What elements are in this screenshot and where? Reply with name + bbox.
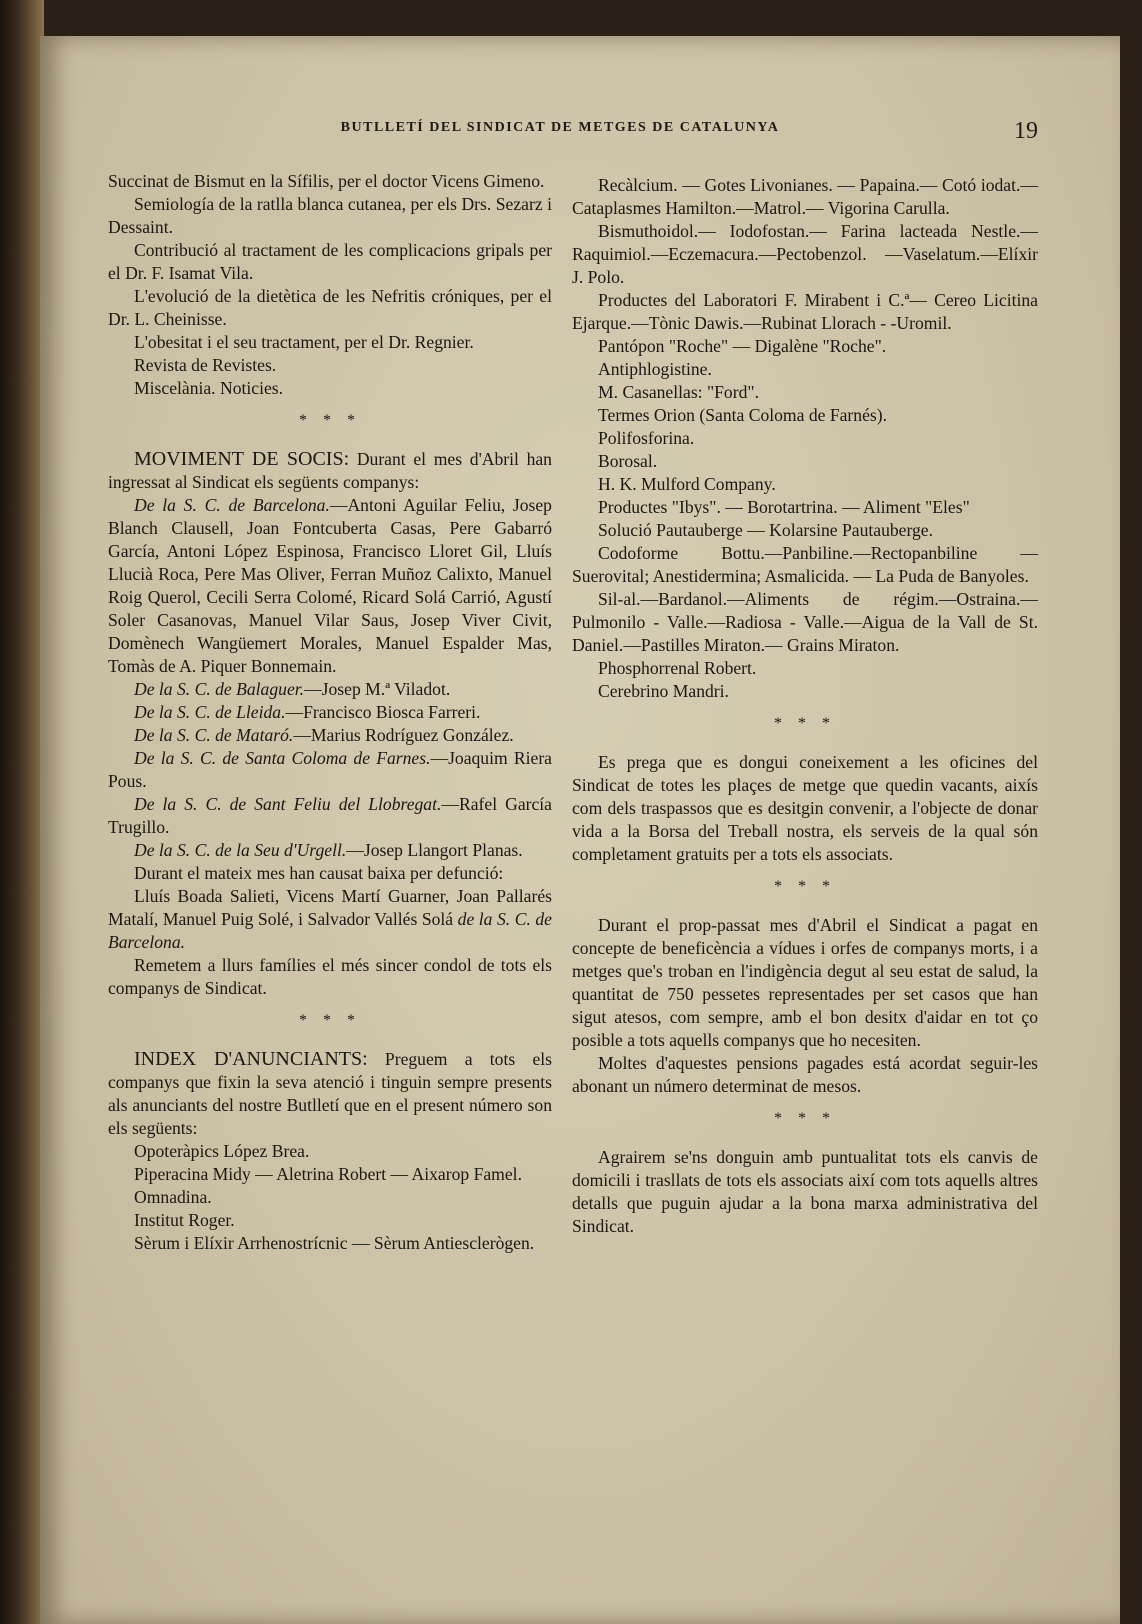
contents-item: Succinat de Bismut en la Sífilis, per el doctor Vicens Gimeno. (108, 171, 545, 191)
borsa-paragraph: Es prega que es dongui coneixement a les oficines del Sindicat de totes les plaçes de metge que quedin vacants, aixís com dels traspassos que es desitgin convenir, a l'objecte de donar vida a la Borsa del Treball nostra, els serveis de la qual són completament gratuits per a tots els associats. (572, 752, 1038, 864)
section-place: De la S. C. de Mataró. (134, 725, 294, 745)
contents-item: L'evolució de la dietètica de les Nefritis cróniques, per el Dr. L. Cheinisse. (108, 286, 552, 329)
advertiser-item: Productes "Ibys". — Borotartrina. — Aliment "Eles" (598, 497, 970, 517)
section-place: De la S. C. de Barcelona. (134, 495, 330, 515)
section-separator: * * * (299, 412, 361, 429)
baixa-intro: Durant el mateix mes han causat baixa per defunció: (134, 863, 504, 883)
moviment-paragraph (108, 448, 552, 494)
section-place: De la S. C. de Lleida. (134, 702, 286, 722)
advertiser-item: Codoforme Bottu.—Panbiline.—Rectopanbiline — Suerovital; Anestidermina; Asmalicida. — La Puda de Banyoles. (572, 543, 1038, 586)
member-section (108, 724, 552, 747)
baixa-names: Lluís Boada Salieti, Vicens Martí Guarner, Joan Pallarés Matalí, Manuel Puig Solé, i Salvador Vallés Solá (108, 886, 552, 929)
advertiser-item: Phosphorrenal Robert. (598, 658, 757, 678)
baixa-place: de la S. C. de Barcelona. (108, 909, 552, 952)
contents-list (108, 170, 552, 400)
member-section (108, 839, 552, 862)
index-text: Preguem a tots els companys que fixin la seva atenció i tinguin sempre presents als anunciants del nostre Butlletí que en el present número son els següents: (108, 1049, 552, 1138)
contents-item: Revista de Revistes. (134, 355, 277, 375)
section-names: —Josep M.ª Viladot. (304, 679, 451, 699)
advertiser-item: Pantópon "Roche" — Digalène "Roche". (598, 336, 887, 356)
advertiser-item: Recàlcium. — Gotes Livonianes. — Papaina.— Cotó iodat.—Cataplasmes Hamilton.—Matrol.— Vigorina Carulla. (572, 175, 1038, 218)
section-names: —Francisco Biosca Farreri. (285, 702, 481, 722)
section-place: De la S. C. de Santa Coloma de Farnes. (134, 748, 431, 768)
contents-item: Contribució al tractament de les complicacions gripals per el Dr. F. Isamat Vila. (108, 240, 552, 283)
advertiser-item: Sil-al.—Bardanol.—Aliments de régim.—Ostraina.—Pulmonilo - Valle.—Radiosa - Valle.—Aigua de la Vall de St. Daniel.—Pastilles Miraton.— Grains Miraton. (572, 589, 1038, 655)
index-paragraph (108, 1048, 552, 1140)
member-section (108, 678, 552, 701)
moviment-text: Durant el mes d'Abril han ingressat al Sindicat els següents companys: (108, 449, 552, 492)
right-column (572, 174, 1038, 1238)
advertiser-item: Opoteràpics López Brea. (134, 1141, 310, 1161)
section-separator: * * * (774, 715, 836, 732)
book-binding (0, 0, 44, 1624)
section-separator: * * * (299, 1012, 361, 1029)
advertiser-item: Cerebrino Mandri. (598, 681, 729, 701)
advertiser-item: Omnadina. (134, 1187, 212, 1207)
advertiser-item: Solució Pautauberge — Kolarsine Pautauberge. (598, 520, 934, 540)
advertiser-item: Institut Roger. (134, 1210, 235, 1230)
member-section (108, 793, 552, 839)
advertiser-item: Sèrum i Elíxir Arrhenostrícnic — Sèrum Antiesclerògen. (134, 1233, 535, 1253)
member-section (108, 747, 552, 793)
moviment-heading: MOVIMENT DE SOCIS: (134, 448, 350, 470)
baixa-paragraph (108, 885, 552, 954)
condol-paragraph: Remetem a llurs famílies el més sincer condol de tots els companys de Sindicat. (108, 955, 552, 998)
beneficencia-paragraph: Durant el prop-passat mes d'Abril el Sindicat a pagat en concepte de beneficència a vídues i orfes de companys morts, i a metges que's troban en l'indigència degut al seu estat de salud, la quantitat de 750 pessetes representades per set casos que han sigut atesos, com sempre, amb el bon desitx d'aidar en tot ço posible a tots aquells companys que ho necesiten. (572, 915, 1038, 1050)
contents-item: L'obesitat i el seu tractament, per el Dr. Regnier. (134, 332, 474, 352)
contents-item: Semiología de la ratlla blanca cutanea, per els Drs. Sezarz i Dessaint. (108, 194, 552, 237)
member-section (108, 701, 552, 724)
running-header: BUTLLETÍ DEL SINDICAT DE METGES DE CATALUNYA (340, 120, 780, 135)
member-section (108, 494, 552, 678)
section-separator: * * * (774, 1110, 836, 1127)
section-place: De la S. C. de la Seu d'Urgell. (134, 840, 347, 860)
pensions-paragraph: Moltes d'aquestes pensions pagades está acordat seguir-les abonant un número determinat de mesos. (572, 1053, 1038, 1096)
section-names: —Marius Rodríguez González. (293, 725, 514, 745)
section-separator: * * * (774, 878, 836, 895)
page-number: 19 (1014, 118, 1038, 144)
section-names: —Josep Llangort Planas. (346, 840, 523, 860)
advertiser-item: Piperacina Midy — Aletrina Robert — Aixarop Famel. (134, 1164, 522, 1184)
contents-item: Miscelània. Noticies. (134, 378, 284, 398)
advertiser-item: M. Casanellas: "Ford". (598, 382, 759, 402)
advertiser-item: Termes Orion (Santa Coloma de Farnés). (598, 405, 887, 425)
left-column (108, 170, 552, 1255)
advertiser-item: Borosal. (598, 451, 658, 471)
advertiser-item: Bismuthoidol.— Iodofostan.— Farina lacteada Nestle.—Raquimiol.—Eczemacura.—Pectobenzol. —Vaselatum.—Elíxir J. Polo. (572, 221, 1038, 287)
advertiser-item: Antiphlogistine. (598, 359, 712, 379)
index-heading: INDEX D'ANUNCIANTS: (134, 1048, 368, 1070)
section-names: —Antoni Aguilar Feliu, Josep Blanch Clausell, Joan Fontcuberta Casas, Pere Gabarró García, Antoni López Espinosa, Francisco Lloret Gil, Lluís Llucià Roca, Pere Mas Oliver, Ferran Muñoz Calixto, Manuel Roig Querol, Cecili Serra Colomé, Ricard Solá Carrió, Agustí Soler Casanovas, Manuel Vilar Saus, Josep Viver Civit, Domènech Wangüemert Morales, Manuel Espalder Mas, Tomàs de A. Piquer Bonnemain. (108, 495, 552, 676)
advertiser-item: H. K. Mulford Company. (598, 474, 776, 494)
section-place: De la S. C. de Balaguer. (134, 679, 305, 699)
domicili-paragraph: Agrairem se'ns donguin amb puntualitat tots els canvis de domicili i trasllats de tots els associats així com tots aquells altres detalls que puguin ajudar a la bona marxa administrativa del Sindicat. (572, 1147, 1038, 1236)
section-names: —Rafel García Trugillo. (108, 794, 552, 837)
advertiser-item: Productes del Laboratori F. Mirabent i C.ª— Cereo Licitina Ejarque.—Tònic Dawis.—Rubinat Llorach - -Uromil. (572, 290, 1038, 333)
advertiser-item: Polifosforina. (598, 428, 695, 448)
section-place: De la S. C. de Sant Feliu del Llobregat. (134, 794, 442, 814)
section-names: —Joaquim Riera Pous. (108, 748, 552, 791)
